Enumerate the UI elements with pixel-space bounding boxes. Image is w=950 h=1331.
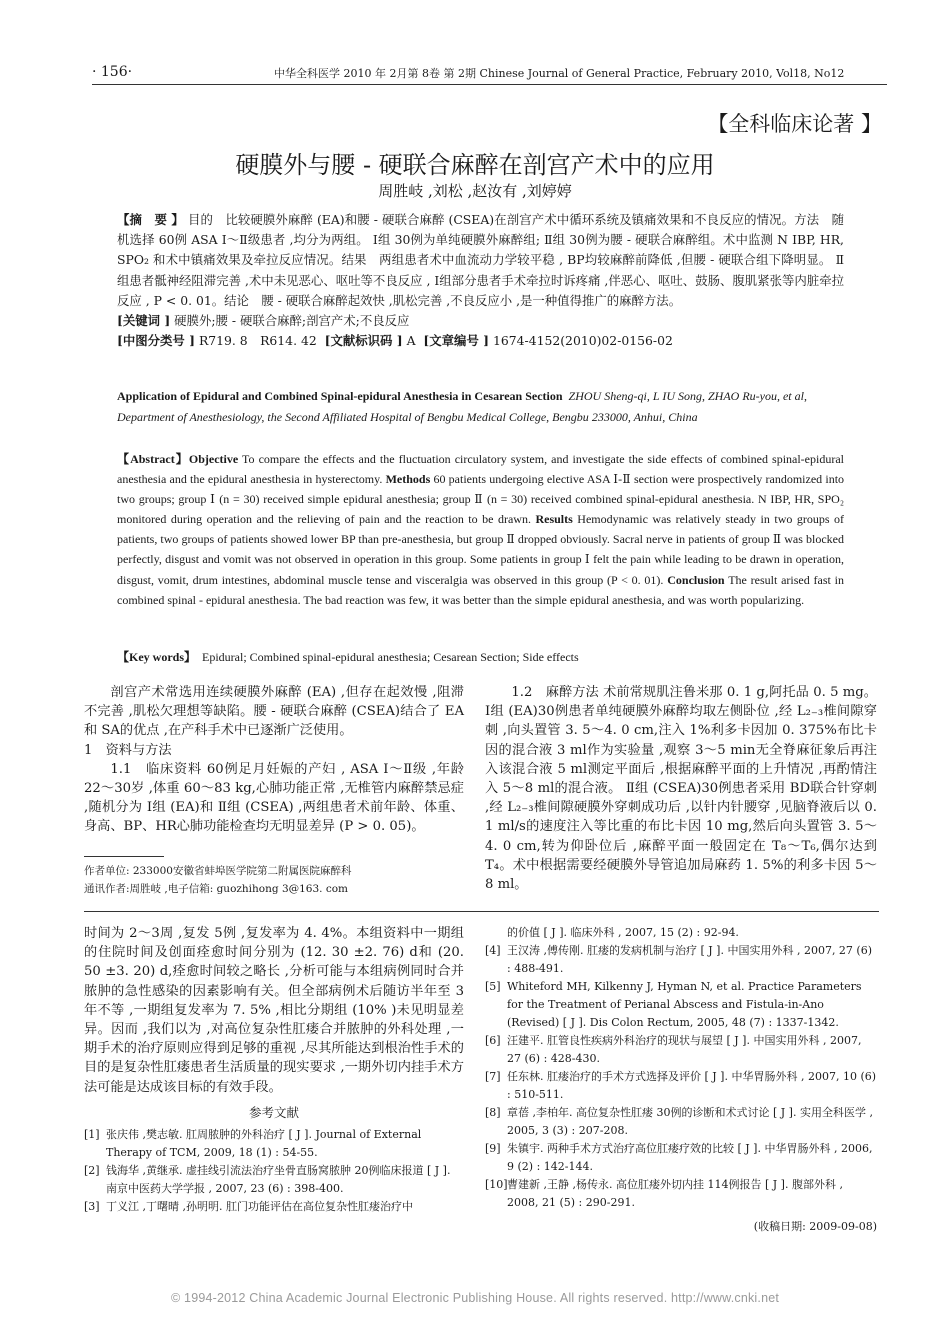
article-no-value: 1674-4152(2010)02-0156-02 [492,333,673,349]
subsection-1-2-title: 1.2 麻醉方法 [511,685,599,700]
reference-number: [6] [485,1034,501,1047]
section-heading: 1 资料与方法 [84,742,172,758]
footnote-divider [84,856,164,857]
reference-text: 曹建新 ,王静 ,杨传永. 高位肛瘘外切内挂 114例报告 [ J ]. 腹部外科 , 2008, 21 (5) : 290-291. [507,1178,843,1209]
en-methods-label: Methods [385,472,431,487]
en-results: Hemodynamic was relatively steady in two groups of patients, two groups of patients showed lower BP than pre-anesthesia, but group Ⅱ dropped obviously. Sacral nerve in patients of group Ⅱ was blocked perfectly, disgust and vomit was not observed in operation in this group. Some patients in group Ⅰ felt the pain while leading to be drawn in operation, disgust, vomit, drum intestines, abdominal muscle tense and visceralgia was observed in this group (P < 0. 01). [117,512,845,587]
previous-article-text: 时间为 2～3周 ,复发 5例 ,复发率为 4. 4%。本组资料中一期组的住院时间及创面痊愈时间分别为 (12. 30 ±2. 76) d和 (20. 50 ±3. 20) d,痊愈时间较之略长 ,分析可能与本组病例同时合并脓肿的急性感染的因素影响有关。但全部病例术后随访半年至 3年不等 ,一期组复发率为 7. 5% ,相比分期组 (10% )未见明显差异。因而 ,我们以为 ,对高位复杂性肛瘘合并脓肿的外科处理 ,一期手术的治疗原则应得到足够的重视 ,尽其所能达到根治性手术的目的是复杂性肛瘘患者生活质量的现实要求 ,一期外切内挂手术方法可能是达成该目标的有效手段。 [84,926,464,1095]
abstract-label: 【摘 要 】 [117,212,184,227]
english-title-block: Application of Epidural and Combined Spinal-epidural Anesthesia in Cesarean Section ZHOU Sheng-qi, L IU Song, ZHAO Ru-you, et al, Department of Anesthesiology, the Second Affiliated Hospital of Bengbu Medical College, Bengbu 233000, Anhui, China [117,389,807,424]
reference-text: 章蓓 ,李柏年. 高位复杂性肛瘘 30例的诊断和术式讨论 [ J ]. 实用全科医学 , 2005, 3 (3) : 207-208. [507,1106,873,1137]
chinese-keywords [117,311,844,331]
subsection-1-1 [84,760,464,837]
reference-item [485,1032,877,1068]
en-results-label: Results [535,512,573,527]
section-tag: 【全科临床论著 】 [707,112,882,136]
body-left-column-top [84,683,464,837]
chinese-abstract-block [117,210,844,351]
footnote-unit: 作者单位: 233000安徽省蚌埠医学院第二附属医院麻醉科 [84,865,352,877]
clc-value: R719. 8 R614. 42 [198,333,317,349]
en-objective: To compare the effects and the fluctuation circulatory system, and investigate the side effects of combined spinal-epidural anesthesia and the epidural anesthesia in hysterectomy. [117,452,844,487]
en-conclusion: The result arised fast in combined spinal - epidural anesthesia. The bad reaction was few, it was better than the simple epidural anesthesia, and was worth popularizing. [117,572,844,607]
reference-number: [7] [485,1070,501,1083]
reference-text: 钱海华 ,黄继承. 虚挂线引流法治疗坐骨直肠窝脓肿 20例临床报道 [ J ]. 南京中医药大学学报 , 2007, 23 (6) : 398-400. [106,1164,451,1196]
references-left [84,1126,464,1216]
subsection-1-1-title: 1.1 临床资料 [110,761,202,777]
reference-text: 汪建平. 肛管良性疾病外科治疗的现状与展望 [ J ]. 中国实用外科 , 2007, 27 (6) : 428-430. [507,1034,862,1065]
subsection-1-2 [485,683,877,894]
reference-text: 王汉涛 ,傅传刚. 肛瘘的发病机制与治疗 [ J ]. 中国实用外科 , 2007, 27 (6) : 488-491. [507,944,873,975]
chinese-abstract [117,210,844,311]
references-right [485,924,877,1212]
page-number: · 156· [92,64,133,80]
reference-number: [1] [84,1128,100,1142]
english-keywords [117,647,844,667]
english-abstract [117,449,844,610]
reference-item [84,1126,464,1162]
reference-number: [4] [485,944,501,957]
reference-item [84,1162,464,1198]
reference-number: [3] [84,1200,100,1214]
en-keywords-text: Epidural; Combined spinal-epidural anesthesia; Cesarean Section; Side effects [202,650,579,664]
en-abstract-label: 【Abstract】 [117,452,189,466]
author-footnote [84,862,464,898]
keywords-label: [关键词 ] [117,313,171,329]
reference-number: [8] [485,1106,501,1119]
doc-code-label: [文献标识码 ] [324,333,403,349]
body-right-column-bottom [485,924,877,1236]
reference-number: [2] [84,1164,100,1178]
running-header [92,62,887,85]
english-affiliation: Department of Anesthesiology, the Second Affiliated Hospital of Bengbu Medical College, Bengbu [117,410,589,424]
reference-text: 张庆伟 ,樊志敏. 肛周脓肿的外科治疗 [ J ]. Journal of External Therapy of TCM, 2009, 18 (1) : 54-55. [106,1128,422,1160]
article-authors: 周胜岐 ,刘松 ,赵汝有 ,刘婷婷 [378,182,572,200]
reference-text: 的价值 [ J ]. 临床外科 , 2007, 15 (2) : 92-94. [507,926,739,939]
en-keywords-label: 【Key words】 [117,650,196,664]
english-postcode: 233000, Anhui, China [591,410,698,424]
article-no-label: [文章编号 ] [423,333,490,349]
reference-text: 丁义江 ,丁曙晴 ,孙明明. 肛门功能评估在高位复杂性肛瘘治疗中 [106,1200,413,1214]
reference-text: 朱镇宇. 两种手术方式治疗高位肛瘘疗效的比较 [ J ]. 中华胃肠外科 , 2006, 9 (2) : 142-144. [507,1142,873,1173]
english-title: Application of Epidural and Combined Spinal-epidural Anesthesia in Cesarean Section [117,389,563,403]
classification-line [117,331,844,351]
reference-item [84,1198,464,1216]
en-conclusion-label: Conclusion [667,572,725,587]
subsection-1-1-text: 60例足月妊娠的产妇 , ASA Ⅰ～Ⅱ级 ,年龄 22～30岁 ,体重 60～83 kg,心肺功能正常 ,无椎管内麻醉禁忌症 ,随机分为 Ⅰ组 (EA)和 Ⅱ组 (CSEA) ,两组患者术前年龄、体重、身高、BP、HR心肺功能检查均无明显差异 (P > 0. 05)。 [84,761,464,835]
en-objective-label: Objective [188,452,239,466]
reference-item [485,942,877,978]
reference-item [485,1104,877,1140]
intro-paragraph: 剖宫产术常选用连续硬膜外麻醉 (EA) ,但存在起效慢 ,阻滞不完善 ,肌松欠理想等缺陷。腰 - 硬联合麻醉 (CSEA)结合了 EA和 SA的优点 ,在产科手术中已逐渐广泛使用。 [84,685,464,739]
abstract-text: 目的 比较硬膜外麻醉 (EA)和腰 - 硬联合麻醉 (CSEA)在剖宫产术中循环系统及镇痛效果和不良反应的情况。方法 随机选择 60例 ASA Ⅰ～Ⅱ级患者 ,均分为两组。 Ⅰ组 30例为单纯硬膜外麻醉组; Ⅱ组 30例为腰 - 硬联合麻醉组。术中监测 N IBP, HR, SPO₂ 和术中镇痛效果及牵拉反应情况。结果 两组患者术中血流动力学较平稳 , BP均较麻醉前降低 ,但腰 - 硬联合组下降明显。 Ⅱ组患者骶神经阻滞完善 ,术中未见恶心、呕吐等不良反应 , Ⅰ组部分患者手术牵拉时诉疼痛 ,伴恶心、呕吐、鼓肠、腹肌紧张等内脏牵拉反应 , P < 0. 01。结论 腰 - 硬联合麻醉起效快 ,肌松完善 ,不良反应小 ,是一种值得推广的麻醉方法。 [117,212,844,308]
references-title: 参考文献 [248,1104,299,1120]
english-authors: ZHOU Sheng-qi, L IU Song, ZHAO Ru-you, et al [568,389,804,403]
reference-number: [10] [485,1178,508,1191]
subsection-1-2-text: 术前常规肌注鲁米那 0. 1 g,阿托品 0. 5 mg。Ⅰ组 (EA)30例患者单纯硬膜外麻醉均取左侧卧位 ,经 L₂₋₃椎间隙穿刺 ,向头置管 3. 5～4. 0 cm,注入 1%利多卡因加 0. 375%布比卡因的混合液 3 ml作为实验量 ,观察 3～5 min无全脊麻征象后再注入该混合液 5 ml测定平面后 ,根据麻醉平面的上升情况 ,再酌情注入 5～8 ml的混合液。 Ⅱ组 (CSEA)30例患者采用 BD联合针穿刺 ,经 L₂₋₃椎间隙硬膜外穿刺成功后 ,以针内针腰穿 ,见脑脊液后以 0. 1 ml/s的速度注入等比重的布比卡因 10 mg,然后向头置管 3. 5～4. 0 cm,转为仰卧位后 ,麻醉平面一般固定在 T₈～T₆,偶尔达到 T₄。术中根据需要经硬膜外导管追加局麻药 1. 5%的利多卡因 5～8 ml。 [485,685,877,893]
article-divider [84,911,879,912]
body-right-column-top [485,683,877,894]
reference-text: Whiteford MH, Kilkenny J, Hyman N, et al. Practice Parameters for the Treatment of Perianal Abscess and Fistula-in-Ano (Revised) [ J ]. Dis Colon Rectum, 2005, 48 (7) : 1337-1342. [507,980,862,1029]
journal-line: 中华全科医学 2010 年 2月第 8卷 第 2期 Chinese Journal of General Practice, February 2010, Vol18, No12 [274,67,845,80]
reference-item [485,1140,877,1176]
footnote-corresponding: 通讯作者:周胜岐 ,电子信箱: guozhihong 3@163. com [84,883,349,895]
reference-number: [5] [485,980,501,993]
keywords-text: 硬膜外;腰 - 硬联合麻醉;剖宫产术;不良反应 [174,313,410,329]
article-title: 硬膜外与腰 - 硬联合麻醉在剖宫产术中的应用 [235,151,715,179]
reference-number: [9] [485,1142,501,1155]
reference-item [485,1068,877,1104]
doc-code-value: A [406,333,416,349]
reference-item [485,924,877,942]
reference-text: 任东林. 肛瘘治疗的手术方式选择及评价 [ J ]. 中华胃肠外科 , 2007, 10 (6) : 510-511. [507,1070,877,1101]
body-left-column-bottom [84,924,464,1216]
clc-label: [中图分类号 ] [117,333,195,349]
copyright-footer: © 1994-2012 China Academic Journal Electronic Publishing House. All rights reserved. http://www.cnki.net [170,1291,780,1305]
en-methods: 60 patients undergoing elective ASA Ⅰ-Ⅱ section were prospectively randomized into two groups; group Ⅰ (n = 30) received simple epidural anesthesia; group Ⅱ (n = 30) received combined spinal-epidural anesthesia. N IBP, HR, SPO₂ monitored during operation and the relieving of pain and the reaction to be drawn. [117,472,845,527]
received-date: (收稿日期: 2009-09-08) [753,1220,877,1233]
reference-item [485,1176,877,1212]
reference-item [485,978,877,1032]
